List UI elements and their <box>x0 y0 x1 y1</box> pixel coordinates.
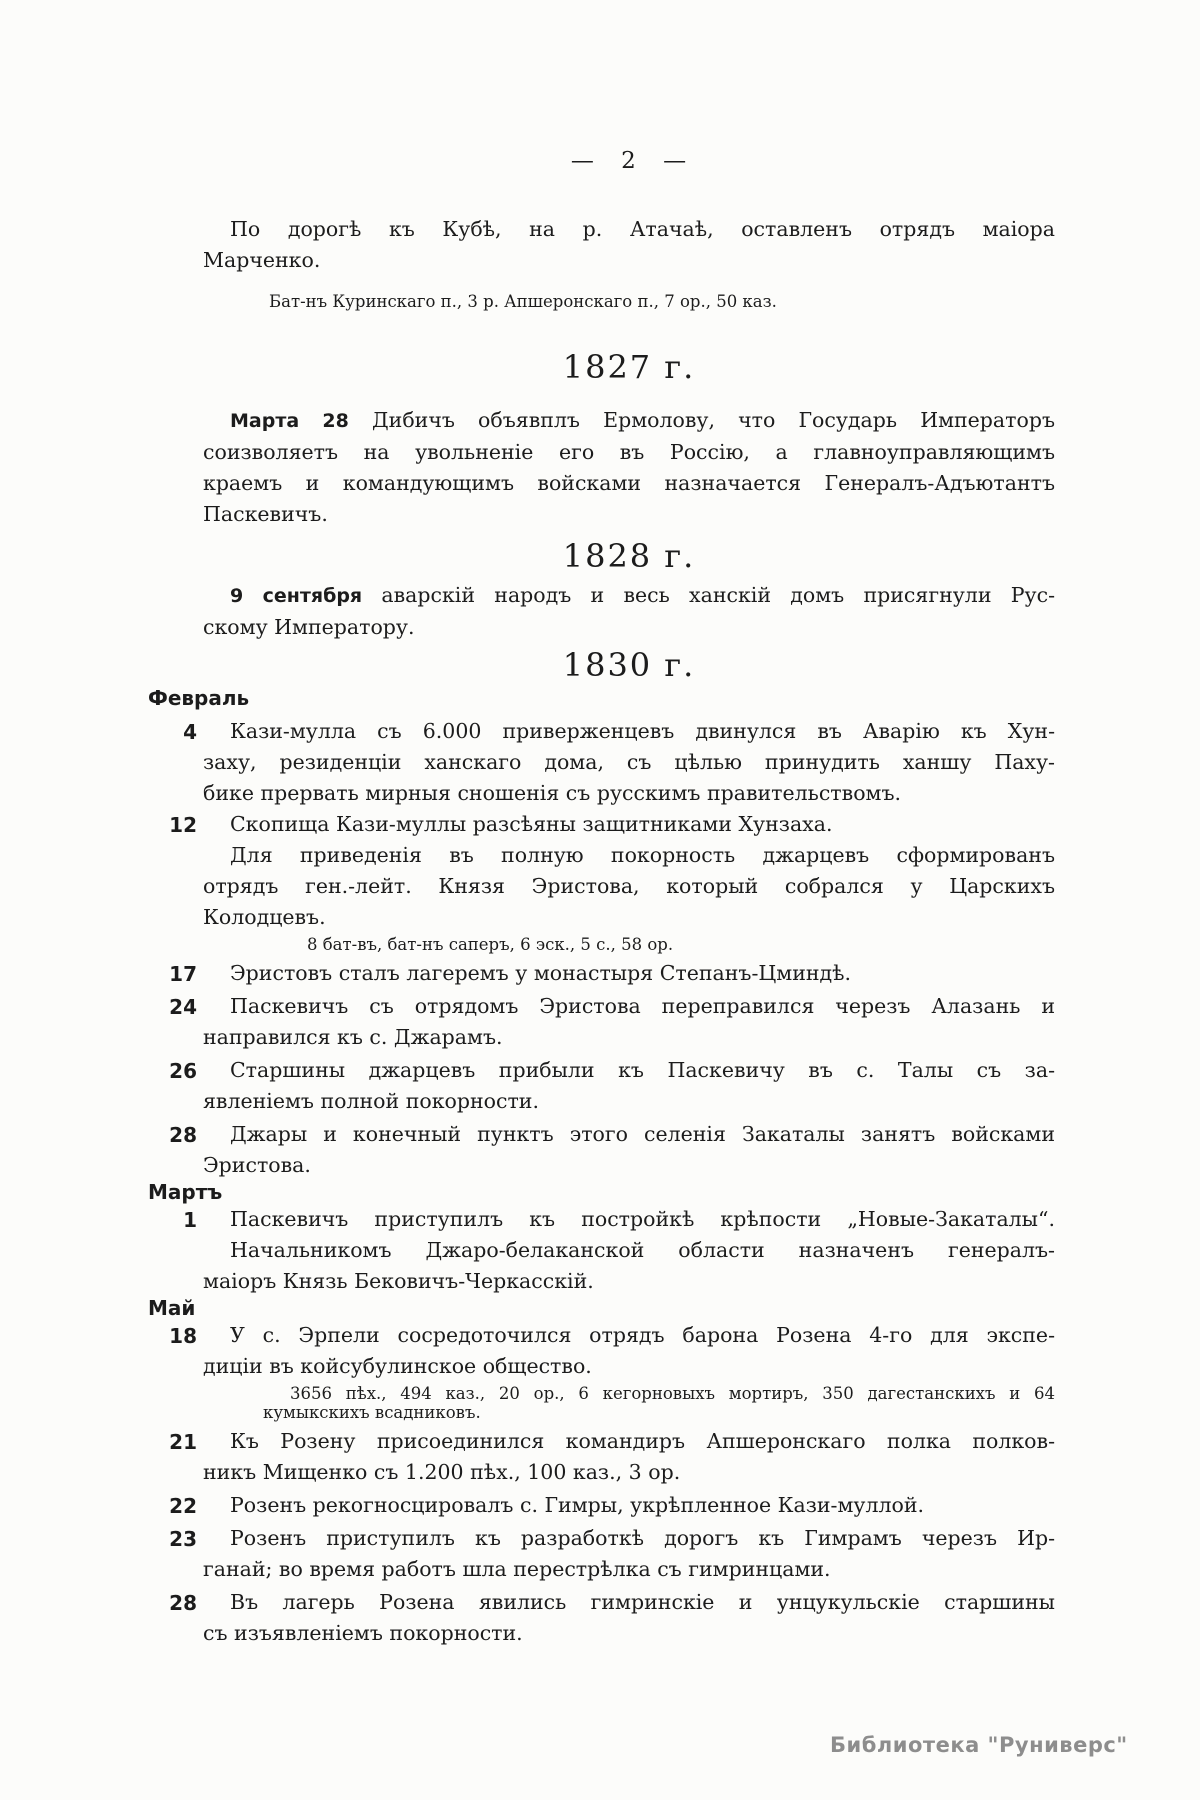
entry-day: 17 <box>169 962 197 986</box>
text-line: направился къ с. Джарамъ. <box>203 1025 503 1049</box>
troop-strength-note: 8 бат-въ, бат-нъ саперъ, 6 эск., 5 с., 58 ор. <box>307 935 674 954</box>
entry-subparagraph <box>203 840 1055 933</box>
text-line: Розенъ рекогносцировалъ с. Гимры, укрѣпленное Кази-муллой. <box>230 1493 925 1517</box>
troop-strength-note: Бат-нъ Куринскаго п., 3 р. Апшеронскаго п., 7 ор., 50 каз. <box>269 292 777 311</box>
entry-day: 22 <box>169 1494 197 1518</box>
text-line: Старшины джарцевъ прибыли къ Паскевичу въ с. Талы съ за- <box>230 1058 1055 1082</box>
chronicle-entry <box>169 958 1055 989</box>
entry-text <box>203 1320 1055 1382</box>
chronicle-entry <box>169 991 1055 1053</box>
entry-day: 24 <box>169 995 197 1019</box>
text-line: кумыкскихъ всадниковъ. <box>263 1403 481 1422</box>
chronicle-entry <box>169 1055 1055 1117</box>
text-line: явленіемъ полной покорности. <box>203 1089 539 1113</box>
text-line: краемъ и командующимъ войсками назначается Генералъ-Адъютантъ <box>203 471 1055 495</box>
date-lead: Марта 28 <box>230 410 349 432</box>
chronicle-entry <box>183 716 1055 809</box>
entry-text <box>203 958 1055 989</box>
text-line: Въ лагерь Розена явились гимринскіе и унцукульскіе старшины <box>230 1590 1055 1614</box>
year-heading-1828: 1828 г. <box>562 537 696 575</box>
text-line: Колодцевъ. <box>203 905 326 929</box>
entry-day: 28 <box>169 1591 197 1615</box>
text-line: По дорогѣ къ Кубѣ, на р. Атачаѣ, оставленъ отрядъ маіора <box>230 217 1055 241</box>
entry-day: 23 <box>169 1527 197 1551</box>
troop-strength-note <box>263 1384 1055 1422</box>
entry-text <box>203 1119 1055 1181</box>
entry-subparagraph <box>203 1235 1055 1297</box>
year-heading-1827: 1827 г. <box>562 348 696 386</box>
text-line: заху, резиденціи ханскаго дома, съ цѣлью принудить ханшу Паху- <box>203 750 1055 774</box>
entry-text <box>203 1426 1055 1488</box>
entry-day: 1 <box>183 1208 197 1232</box>
text-block <box>148 0 1056 1649</box>
line-text: Дибичъ объявплъ Ермолову, что Государь Императоръ <box>371 408 1056 432</box>
intro-paragraph <box>203 214 1055 276</box>
text-line: Къ Розену присоединился командиръ Апшеронскаго полка полков- <box>230 1429 1055 1453</box>
chronicle-entry <box>169 1587 1055 1649</box>
text-line <box>203 405 1055 437</box>
page-number: — 2 — <box>570 148 688 174</box>
library-watermark: Библиотека "Руниверс" <box>830 1733 1128 1757</box>
text-line: Эристова. <box>203 1153 311 1177</box>
chronicle-entry <box>169 1119 1055 1181</box>
entry-day: 18 <box>169 1324 197 1348</box>
month-label-march: Мартъ <box>148 1180 223 1204</box>
text-line: Начальникомъ Джаро-белаканской области назначенъ генералъ- <box>230 1238 1055 1262</box>
text-line: ганай; во время работъ шла перестрѣлка съ гимринцами. <box>203 1557 831 1581</box>
text-line: Кази-мулла съ 6.000 приверженцевъ двинулся въ Аварію къ Хун- <box>230 719 1055 743</box>
text-line: соизволяетъ на увольненіе его въ Россію, а главноуправляющимъ <box>203 440 1055 464</box>
chronicle-entry <box>169 1426 1055 1488</box>
chronicle-entry <box>169 1320 1055 1422</box>
month-label-may: Май <box>148 1296 196 1320</box>
text-line: скому Императору. <box>203 615 415 639</box>
text-line: Розенъ приступилъ къ разработкѣ дорогъ къ Гимрамъ черезъ Ир- <box>230 1526 1055 1550</box>
text-line: Паскевичъ съ отрядомъ Эристова переправился черезъ Алазань и <box>230 994 1055 1018</box>
chronicle-entry <box>169 1523 1055 1585</box>
entry-text <box>203 991 1055 1053</box>
year-heading-1830: 1830 г. <box>562 646 696 684</box>
text-line: Скопища Кази-муллы разсѣяны защитниками Хунзаха. <box>230 812 833 836</box>
entry-text <box>203 716 1055 809</box>
text-line: диціи въ койсубулинское общество. <box>203 1354 592 1378</box>
text-line: 3656 пѣх., 494 каз., 20 ор., 6 кегорновыхъ мортиръ, 350 дагестанскихъ и 64 <box>290 1384 1055 1403</box>
entry-text <box>203 809 1055 840</box>
text-line: съ изъявленіемъ покорности. <box>203 1621 523 1645</box>
entry-day: 28 <box>169 1123 197 1147</box>
text-line: бике прервать мирныя сношенія съ русскимъ правительствомъ. <box>203 781 902 805</box>
chronicle-entry <box>169 1490 1055 1521</box>
paragraph-1827 <box>203 405 1055 530</box>
text-line: Паскевичъ. <box>203 502 328 526</box>
text-line: никъ Мищенко съ 1.200 пѣх., 100 каз., 3 ор. <box>203 1460 681 1484</box>
line-text: аварскій народъ и весь ханскій домъ присягнули Рус- <box>381 583 1056 607</box>
paragraph-continuation <box>203 612 1055 643</box>
chronicle-entry <box>183 1204 1055 1297</box>
date-lead: 9 сентября <box>230 585 363 607</box>
entry-text <box>203 1523 1055 1585</box>
text-line <box>203 580 1055 612</box>
entry-text <box>203 1204 1055 1235</box>
entry-day: 26 <box>169 1059 197 1083</box>
text-line: Эристовъ сталъ лагеремъ у монастыря Степанъ-Цминдѣ. <box>230 961 852 985</box>
text-line: Джары и конечный пунктъ этого селенія Закаталы занятъ войсками <box>230 1122 1055 1146</box>
entry-day: 21 <box>169 1430 197 1454</box>
entry-day: 4 <box>183 720 197 744</box>
entry-text <box>203 1055 1055 1117</box>
entry-text <box>203 1490 1055 1521</box>
text-line: Марченко. <box>203 248 321 272</box>
text-line: У с. Эрпели сосредоточился отрядъ барона Розена 4-го для экспе- <box>230 1323 1055 1347</box>
text-line: Паскевичъ приступилъ къ постройкѣ крѣпости „Новые-Закаталы“. <box>230 1207 1055 1231</box>
chronicle-entry <box>169 809 1055 954</box>
text-line: Для приведенія въ полную покорность джарцевъ сформированъ <box>230 843 1055 867</box>
entry-text <box>203 1587 1055 1649</box>
month-label-february: Февраль <box>148 686 250 710</box>
text-line: маіоръ Князь Бековичъ-Черкасскій. <box>203 1269 594 1293</box>
paragraph-continuation <box>203 437 1055 530</box>
entry-day: 12 <box>169 813 197 837</box>
text-line: отрядъ ген.-лейт. Князя Эристова, который собрался у Царскихъ <box>203 874 1055 898</box>
paragraph-1828 <box>203 580 1055 643</box>
